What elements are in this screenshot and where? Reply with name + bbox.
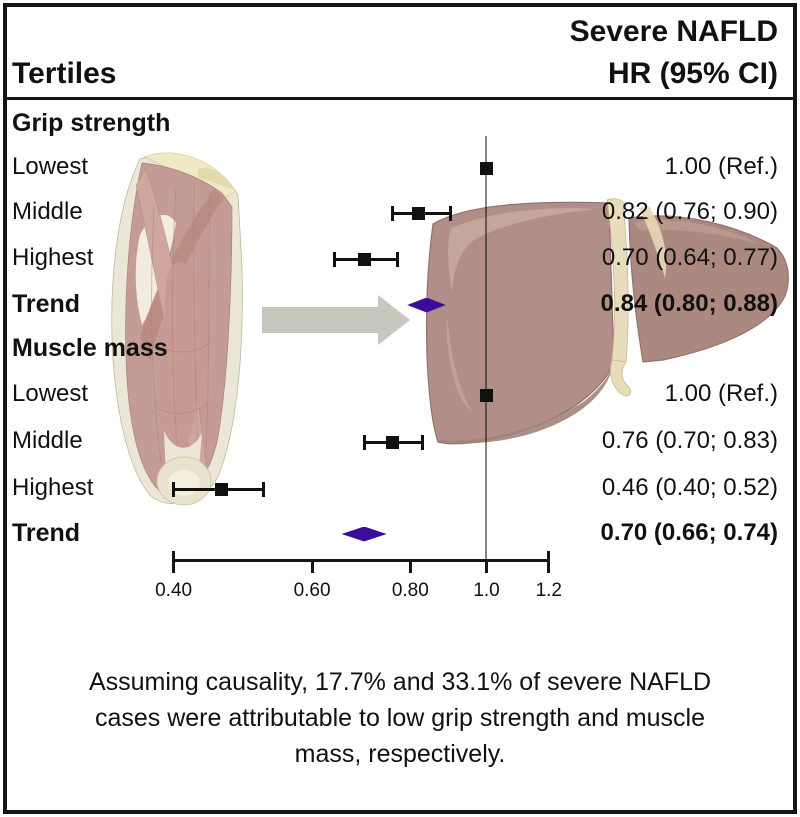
- ci-cap-right: [421, 435, 424, 450]
- x-axis-line: [172, 559, 550, 562]
- ci-cap-right: [396, 252, 399, 267]
- axis-tick-label: 1.0: [473, 580, 500, 601]
- row-label-middle: Middle: [12, 198, 83, 225]
- ci-cap-left: [363, 435, 366, 450]
- attributable-fraction-caption: [40, 664, 760, 772]
- point-marker: [412, 207, 425, 220]
- axis-tick: [172, 551, 175, 573]
- row-label-grip-strength: Grip strength: [12, 109, 171, 137]
- axis-tick: [311, 559, 314, 573]
- column-header-tertiles: Tertiles: [12, 57, 117, 90]
- column-header-hr: HR (95% CI): [607, 57, 778, 90]
- right-arrow: [262, 294, 410, 346]
- hr-value: 0.76 (0.70; 0.83): [601, 427, 778, 454]
- reference-line: [485, 136, 488, 560]
- hr-value: 0.70 (0.66; 0.74): [600, 519, 778, 546]
- ci-cap-left: [172, 482, 175, 497]
- hr-value: 1.00 (Ref.): [664, 380, 778, 407]
- ci-cap-left: [333, 252, 336, 267]
- ci-cap-right: [449, 206, 452, 221]
- row-label-muscle-mass: Muscle mass: [12, 334, 168, 362]
- caption-line-2: cases were attributable to low grip strength and muscle: [94, 704, 706, 732]
- ligament-tail: [610, 360, 630, 396]
- axis-tick: [409, 559, 412, 573]
- reference-marker: [480, 162, 493, 175]
- hr-value: 0.46 (0.40; 0.52): [601, 474, 778, 501]
- outcome-title: Severe NAFLD: [569, 15, 778, 48]
- hr-value: 0.70 (0.64; 0.77): [601, 244, 778, 271]
- right-arrow-shape: [262, 295, 410, 345]
- axis-tick: [547, 551, 550, 573]
- row-label-trend: Trend: [12, 519, 81, 547]
- row-label-highest: Highest: [12, 474, 94, 501]
- caption-line-1: Assuming causality, 17.7% and 33.1% of severe NAFLD: [88, 668, 712, 696]
- row-label-lowest: Lowest: [12, 153, 89, 180]
- thigh-muscles-illustration: [106, 147, 248, 509]
- header-separator: [7, 97, 793, 100]
- point-marker: [358, 253, 371, 266]
- axis-tick-label: 0.60: [293, 580, 331, 601]
- row-label-lowest: Lowest: [12, 380, 89, 407]
- row-label-trend: Trend: [12, 290, 81, 318]
- axis-tick-label: 0.40: [155, 580, 193, 601]
- hr-value: 1.00 (Ref.): [664, 153, 778, 180]
- liver-illustration: [423, 196, 795, 456]
- axis-tick: [485, 559, 488, 573]
- row-label-middle: Middle: [12, 427, 83, 454]
- row-label-highest: Highest: [12, 244, 94, 271]
- hr-value: 0.84 (0.80; 0.88): [600, 290, 778, 317]
- reference-marker: [480, 389, 493, 402]
- point-marker: [386, 436, 399, 449]
- ci-cap-right: [262, 482, 265, 497]
- axis-tick-label: 1.2: [535, 580, 562, 601]
- trend-diamond: [342, 527, 387, 542]
- axis-tick-label: 0.80: [391, 580, 429, 601]
- caption-line-3: mass, respectively.: [294, 740, 506, 768]
- hr-value: 0.82 (0.76; 0.90): [601, 198, 778, 225]
- ci-cap-left: [391, 206, 394, 221]
- point-marker: [215, 483, 228, 496]
